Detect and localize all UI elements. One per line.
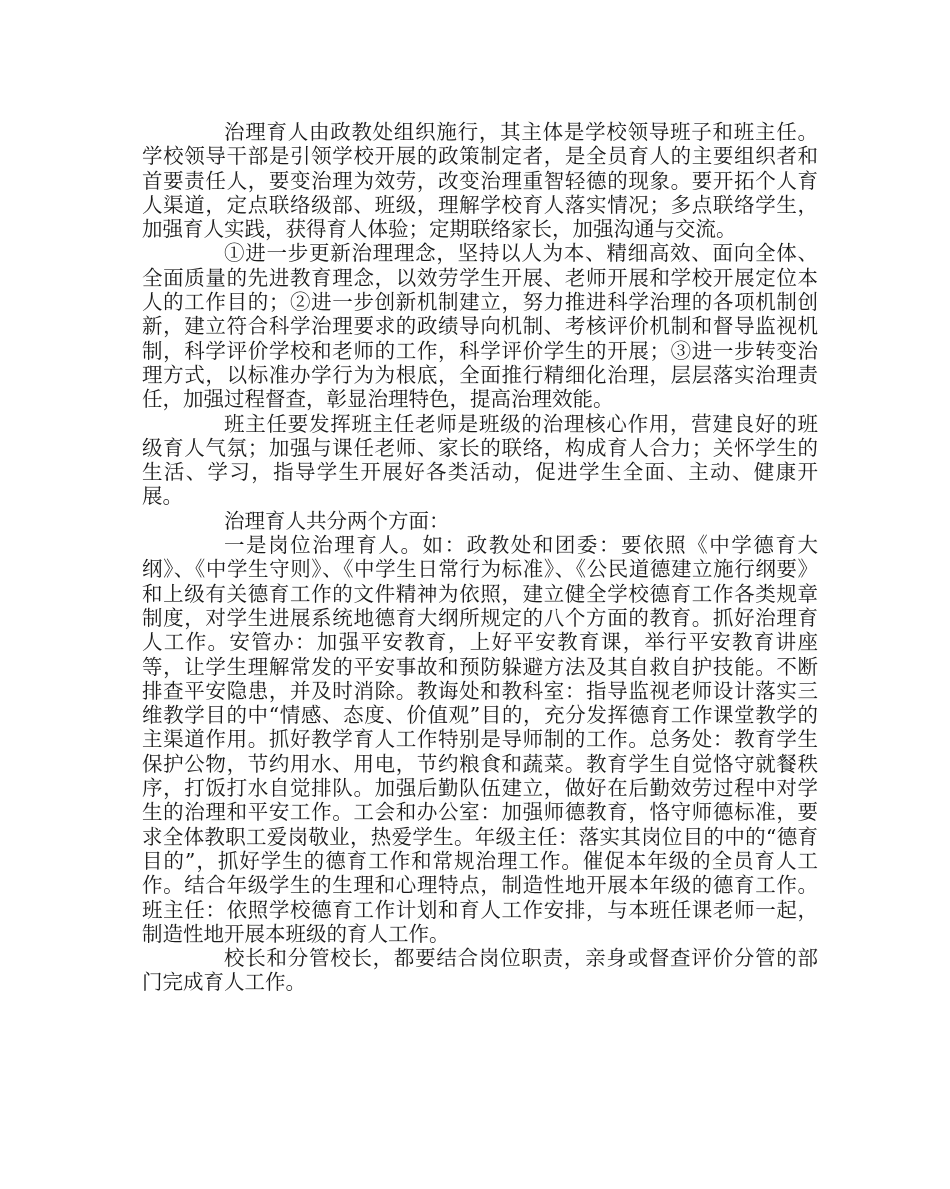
paragraph-management-ideas: ①进一步更新治理理念，坚持以人为本、精细高效、面向全体、全面质量的先进教育理念，以效劳学生开展、老师开展和学校开展定位本人的工作目的；②进一步创新机制建立，努力推进科学治理的各项机制创新，建立符合科学治理要求的政绩导向机制、考核评价机制和督导监视机制，科学评价学校和老师的工作，科学评价学生的开展；③进一步转变治理方式，以标准办学行为为根底，全面推行精细化治理，层层落实治理责任，加强过程督查，彰显治理特色，提高治理效能。 [142,241,818,412]
paragraph-management-education-intro: 治理育人由政教处组织施行，其主体是学校领导班子和班主任。学校领导干部是引领学校开展的政策制定者，是全员育人的主要组织者和首要责任人，要变治理为效劳，改变治理重智轻德的现象。要开拓个人育人渠道，定点联络级部、班级，理解学校育人落实情况；多点联络学生，加强育人实践，获得育人体验；定期联络家长，加强沟通与交流。 [142,120,818,242]
paragraph-principal-duty: 校长和分管校长，都要结合岗位职责，亲身或督查评价分管的部门完成育人工作。 [142,946,818,995]
paragraph-two-aspects: 治理育人共分两个方面： [224,508,450,533]
paragraph-post-management: 一是岗位治理育人。如：政教处和团委：要依照《中学德育大纲》、《中学生守则》、《中学生日常行为标准》、《公民道德建立施行纲要》和上级有关德育工作的文件精神为依照，建立健全学校德育工作各类规章制度，对学生进展系统地德育大纲所规定的八个方面的教育。抓好治理育人工作。安管办：加强平安教育，上好平安教育课，举行平安教育讲座等，让学生理解常发的平安事故和预防躲避方法及其自救自护技能。不断排查平安隐患，并及时消除。教诲处和教科室：指导监视老师设计落实三维教学目的中“情感、态度、价值观”目的，充分发挥德育工作课堂教学的主渠道作用。抓好教学育人工作特别是导师制的工作。总务处：教育学生保护公物，节约用水、用电，节约粮食和蔬菜。教育学生自觉恪守就餐秩序，打饭打水自觉排队。加强后勤队伍建立，做好在后勤效劳过程中对学生的治理和平安工作。工会和办公室：加强师德教育，恪守师德标准，要求全体教职工爱岗敬业，热爱学生。年级主任：落实其岗位目的中的“德育目的”，抓好学生的德育工作和常规治理工作。催促本年级的全员育人工作。结合年级学生的生理和心理特点，制造性地开展本年级的德育工作。班主任：依照学校德育工作计划和育人工作安排，与本班任课老师一起，制造性地开展本班级的育人工作。 [142,533,818,946]
document-body [142,120,818,995]
paragraph-class-teacher-role: 班主任要发挥班主任老师是班级的治理核心作用，营建良好的班级育人气氛；加强与课任老师、家长的联络，构成育人合力；关怀学生的生活、学习，指导学生开展好各类活动，促进学生全面、主动、健康开展。 [142,411,818,509]
